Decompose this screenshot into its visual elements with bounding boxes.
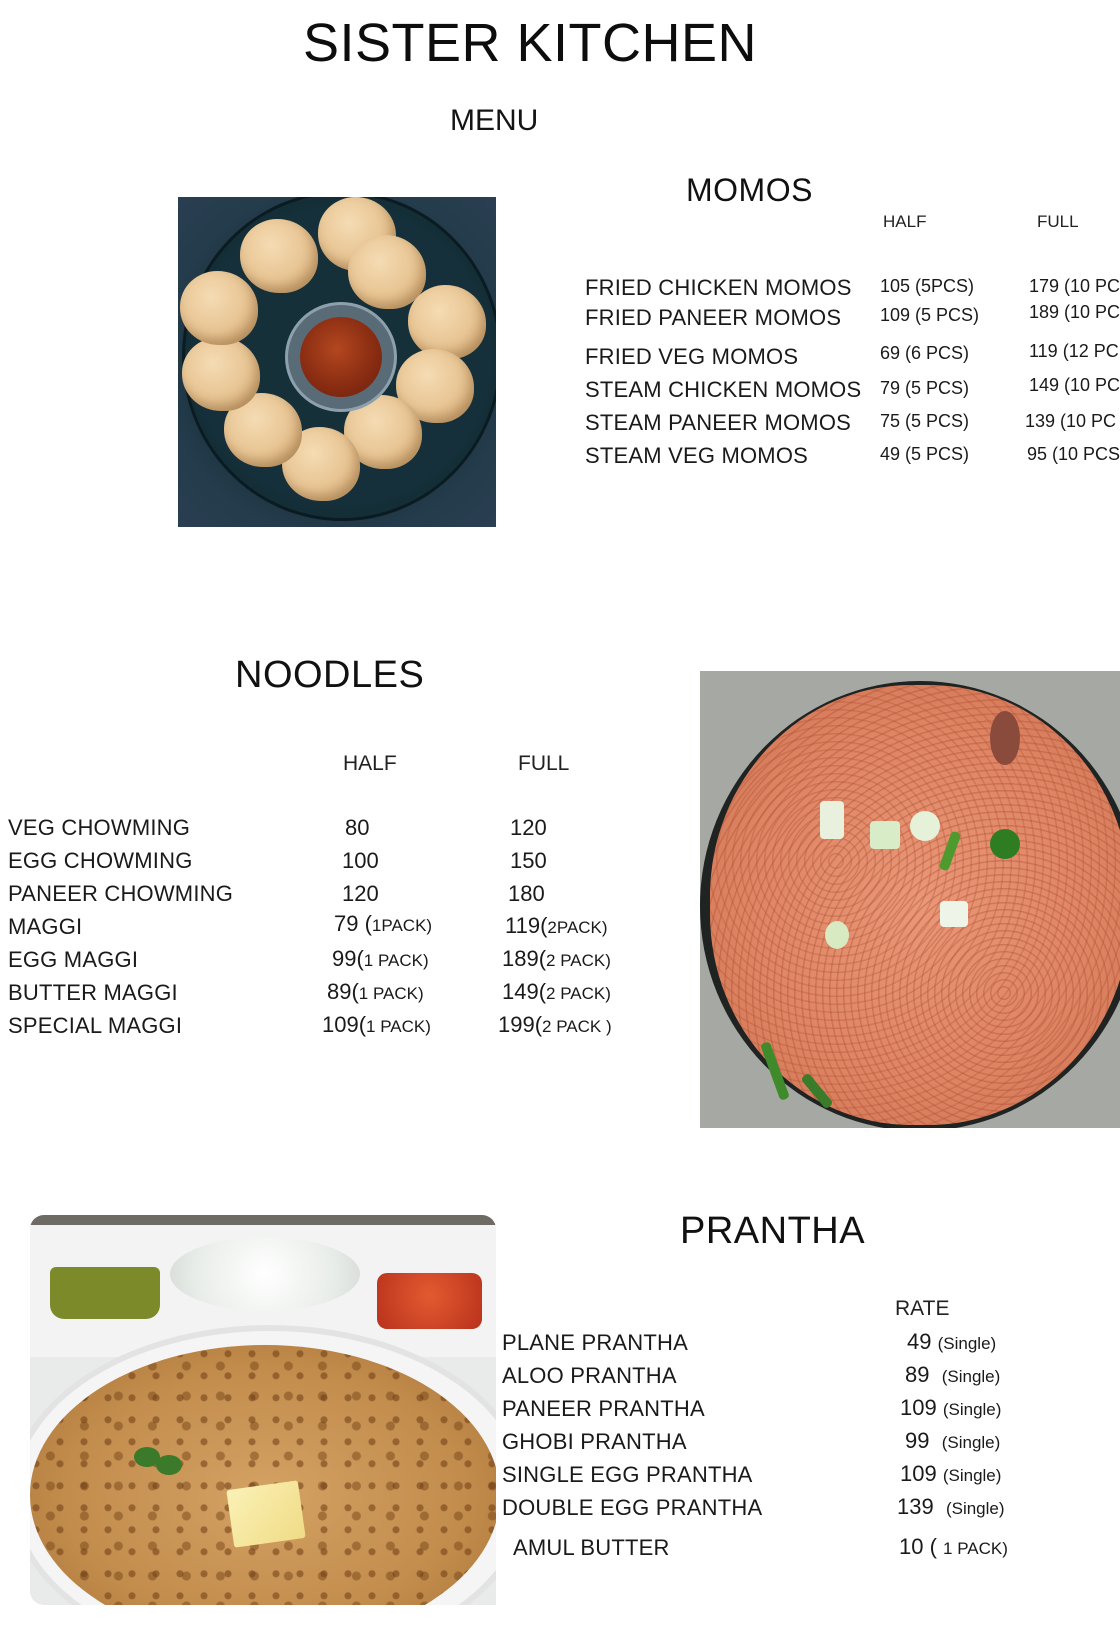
noodles-item-name: PANEER CHOWMING — [8, 881, 234, 906]
noodles-half-header: HALF — [343, 752, 397, 775]
momos-item-name: FRIED CHICKEN MOMOS — [585, 275, 852, 300]
noodles-item-half-price: 100 — [342, 848, 379, 873]
momos-item-half-price: 69 (6 PCS) — [880, 343, 970, 363]
noodles-item-full-price: 199(2 PACK ) — [498, 1012, 612, 1037]
noodles-item-full-price: 180 — [508, 881, 545, 906]
momos-half-header: HALF — [883, 212, 927, 231]
prantha-item-name: GHOBI PRANTHA — [502, 1429, 687, 1454]
momos-item-half-price: 105 (5PCS) — [880, 276, 975, 296]
momos-item-half-price: 109 (5 PCS) — [880, 305, 980, 325]
prantha-image — [30, 1215, 496, 1605]
noodles-item-full-price: 189(2 PACK) — [502, 946, 611, 971]
momos-item-full-price: 149 (10 PC — [1029, 375, 1120, 395]
noodles-item-name: MAGGI — [8, 914, 83, 939]
prantha-item-rate: 49 (Single) — [907, 1329, 997, 1354]
noodles-item-name: BUTTER MAGGI — [8, 980, 178, 1005]
prantha-item-name: ALOO PRANTHA — [502, 1363, 677, 1388]
noodles-item-full-price: 120 — [510, 815, 547, 840]
noodles-image — [700, 671, 1120, 1128]
prantha-item-name: PANEER PRANTHA — [502, 1396, 705, 1421]
noodles-item-name: EGG CHOWMING — [8, 848, 193, 873]
momos-item-full-price: 119 (12 PC — [1029, 341, 1119, 361]
noodles-item-half-price: 89(1 PACK) — [327, 979, 424, 1004]
momos-item-name: FRIED PANEER MOMOS — [585, 305, 842, 330]
momos-full-header: FULL — [1037, 212, 1079, 231]
momos-item-half-price: 75 (5 PCS) — [880, 411, 970, 431]
momos-item-full-price: 139 (10 PC — [1025, 411, 1117, 431]
momos-item-half-price: 79 (5 PCS) — [880, 378, 970, 398]
noodles-item-half-price: 79 (1PACK) — [334, 911, 433, 936]
prantha-item-rate: 109 (Single) — [900, 1461, 1002, 1486]
noodles-item-full-price: 119(2PACK) — [505, 913, 608, 938]
momos-item-name: STEAM VEG MOMOS — [585, 443, 809, 468]
noodles-item-half-price: 99(1 PACK) — [332, 946, 429, 971]
prantha-item-rate: 109 (Single) — [900, 1395, 1002, 1420]
prantha-item-name: PLANE PRANTHA — [502, 1330, 688, 1355]
momos-image — [178, 197, 496, 527]
momos-item-full-price: 95 (10 PCS — [1027, 444, 1120, 464]
prantha-item-name: SINGLE EGG PRANTHA — [502, 1462, 753, 1487]
restaurant-title: SISTER KITCHEN — [302, 13, 758, 73]
momos-item-full-price: 179 (10 PC — [1029, 276, 1120, 296]
noodles-item-half-price: 109(1 PACK) — [322, 1012, 431, 1037]
prantha-item-rate: 139 (Single) — [897, 1494, 1005, 1519]
momos-item-half-price: 49 (5 PCS) — [880, 444, 970, 464]
prantha-item-rate: 10 ( 1 PACK) — [899, 1534, 1008, 1559]
momos-item-name: STEAM PANEER MOMOS — [585, 410, 851, 435]
noodles-full-header: FULL — [518, 752, 570, 775]
noodles-section-title: NOODLES — [235, 654, 425, 696]
noodles-item-half-price: 120 — [342, 881, 379, 906]
momos-item-name: STEAM CHICKEN MOMOS — [585, 377, 862, 402]
prantha-item-rate: 99 (Single) — [905, 1428, 1001, 1453]
momos-item-full-price: 189 (10 PC — [1029, 302, 1120, 322]
prantha-item-name: DOUBLE EGG PRANTHA — [502, 1495, 763, 1520]
prantha-rate-header: RATE — [895, 1297, 950, 1320]
prantha-item-rate: 89 (Single) — [905, 1362, 1001, 1387]
momos-item-name: FRIED VEG MOMOS — [585, 344, 799, 369]
momos-section-title: MOMOS — [686, 172, 813, 208]
prantha-section-title: PRANTHA — [680, 1210, 866, 1252]
prantha-item-name: AMUL BUTTER — [513, 1535, 670, 1560]
noodles-item-name: SPECIAL MAGGI — [8, 1013, 183, 1038]
noodles-item-full-price: 149(2 PACK) — [502, 979, 611, 1004]
noodles-item-name: VEG CHOWMING — [8, 815, 191, 840]
noodles-item-half-price: 80 — [345, 815, 370, 840]
noodles-item-name: EGG MAGGI — [8, 947, 139, 972]
menu-subtitle: MENU — [450, 104, 539, 137]
noodles-item-full-price: 150 — [510, 848, 547, 873]
